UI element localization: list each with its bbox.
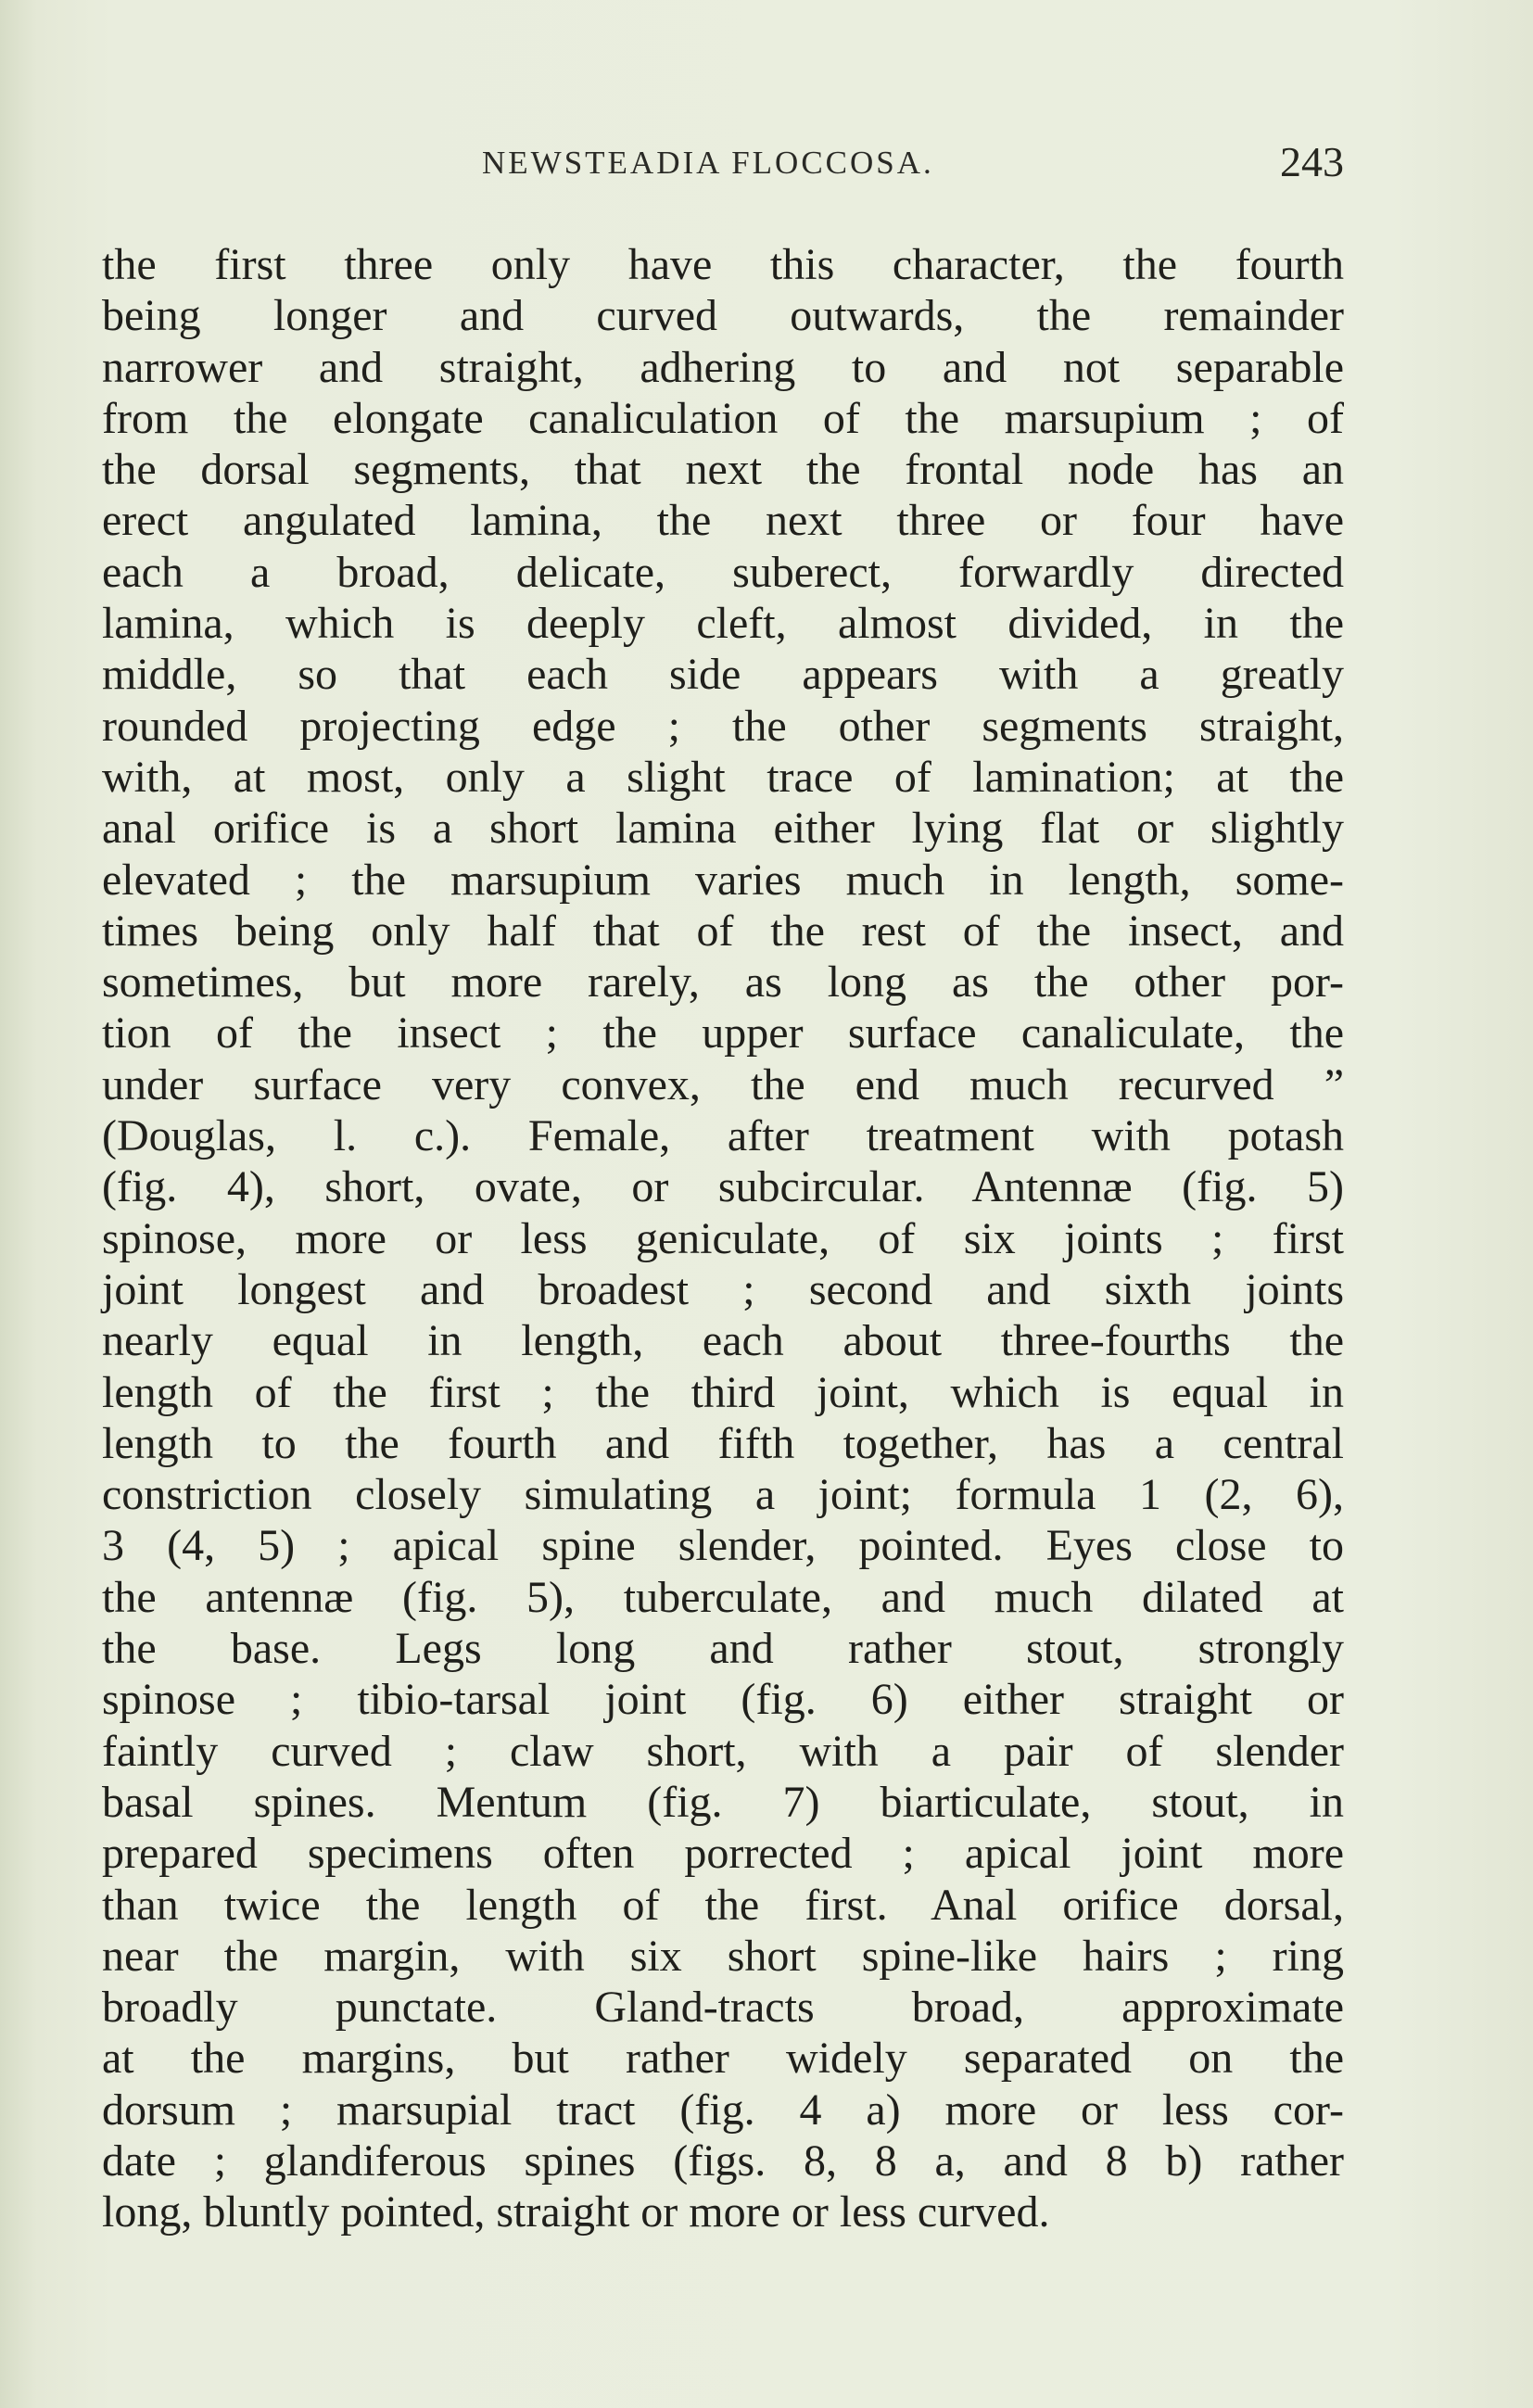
text-line: broadly punctate. Gland-tracts broad, approximate: [102, 1983, 1344, 2033]
text-line: anal orifice is a short lamina either lying flat or slightly: [102, 804, 1344, 854]
running-head: [111, 137, 1344, 193]
text-line: under surface very convex, the end much recurved ”: [102, 1059, 1344, 1109]
text-line: long, bluntly pointed, straight or more or less curved.: [102, 2187, 1050, 2237]
text-line: the first three only have this character, the fourth: [102, 240, 1344, 289]
text-line: basal spines. Mentum (fig. 7) biarticulate, stout, in: [102, 1777, 1344, 1827]
text-line: from the elongate canaliculation of the marsupium ; of: [102, 393, 1344, 443]
text-line: date ; glandiferous spines (figs. 8, 8 a, and 8 b) rather: [102, 2136, 1344, 2186]
text-line: rounded projecting edge ; the other segments straight,: [102, 701, 1344, 751]
text-line: prepared specimens often porrected ; apical joint more: [102, 1829, 1344, 1879]
text-line: middle, so that each side appears with a greatly: [102, 650, 1344, 700]
text-line: nearly equal in length, each about three-fourths the: [102, 1316, 1344, 1366]
text-line: narrower and straight, adhering to and not separable: [102, 342, 1344, 392]
text-line: near the margin, with six short spine-like hairs ; ring: [102, 1931, 1344, 1981]
body-text: [102, 239, 1344, 2238]
text-line: tion of the insect ; the upper surface canaliculate, the: [102, 1008, 1344, 1058]
text-line: (Douglas, l. c.). Female, after treatment with potash: [102, 1111, 1344, 1161]
text-line: the antennæ (fig. 5), tuberculate, and much dilated at: [102, 1572, 1344, 1622]
text-line: faintly curved ; claw short, with a pair of slender: [102, 1726, 1344, 1776]
text-line: sometimes, but more rarely, as long as the other por-: [102, 957, 1344, 1008]
text-line: lamina, which is deeply cleft, almost divided, in the: [102, 599, 1344, 649]
text-line: joint longest and broadest ; second and sixth joints: [102, 1264, 1344, 1314]
text-line: than twice the length of the first. Anal orifice dorsal,: [102, 1880, 1344, 1930]
text-line: each a broad, delicate, suberect, forwardly directed: [102, 547, 1344, 597]
text-line: with, at most, only a slight trace of lamination; at the: [102, 752, 1344, 802]
text-line: spinose, more or less geniculate, of six joints ; first: [102, 1213, 1344, 1263]
text-line: being longer and curved outwards, the remainder: [102, 291, 1344, 341]
text-line: dorsum ; marsupial tract (fig. 4 a) more or less cor-: [102, 2085, 1344, 2135]
text-line: at the margins, but rather widely separated on the: [102, 2034, 1344, 2084]
text-line: the dorsal segments, that next the frontal node has an: [102, 445, 1344, 495]
page-number: 243: [1280, 138, 1344, 185]
running-title: NEWSTEADIA FLOCCOSA.: [482, 145, 934, 181]
text-line: times being only half that of the rest of the insect, and: [102, 906, 1344, 956]
text-line: spinose ; tibio-tarsal joint (fig. 6) either straight or: [102, 1675, 1344, 1725]
text-line: erect angulated lamina, the next three or four have: [102, 496, 1344, 546]
text-line: the base. Legs long and rather stout, strongly: [102, 1624, 1344, 1674]
text-line: constriction closely simulating a joint; formula 1 (2, 6),: [102, 1470, 1344, 1520]
text-line: (fig. 4), short, ovate, or subcircular. Antennæ (fig. 5): [102, 1162, 1344, 1212]
text-line: 3 (4, 5) ; apical spine slender, pointed. Eyes close to: [102, 1521, 1344, 1571]
text-line: length to the fourth and fifth together, has a central: [102, 1418, 1344, 1468]
text-line: elevated ; the marsupium varies much in length, some-: [102, 855, 1344, 905]
text-line: length of the first ; the third joint, which is equal in: [102, 1367, 1344, 1417]
